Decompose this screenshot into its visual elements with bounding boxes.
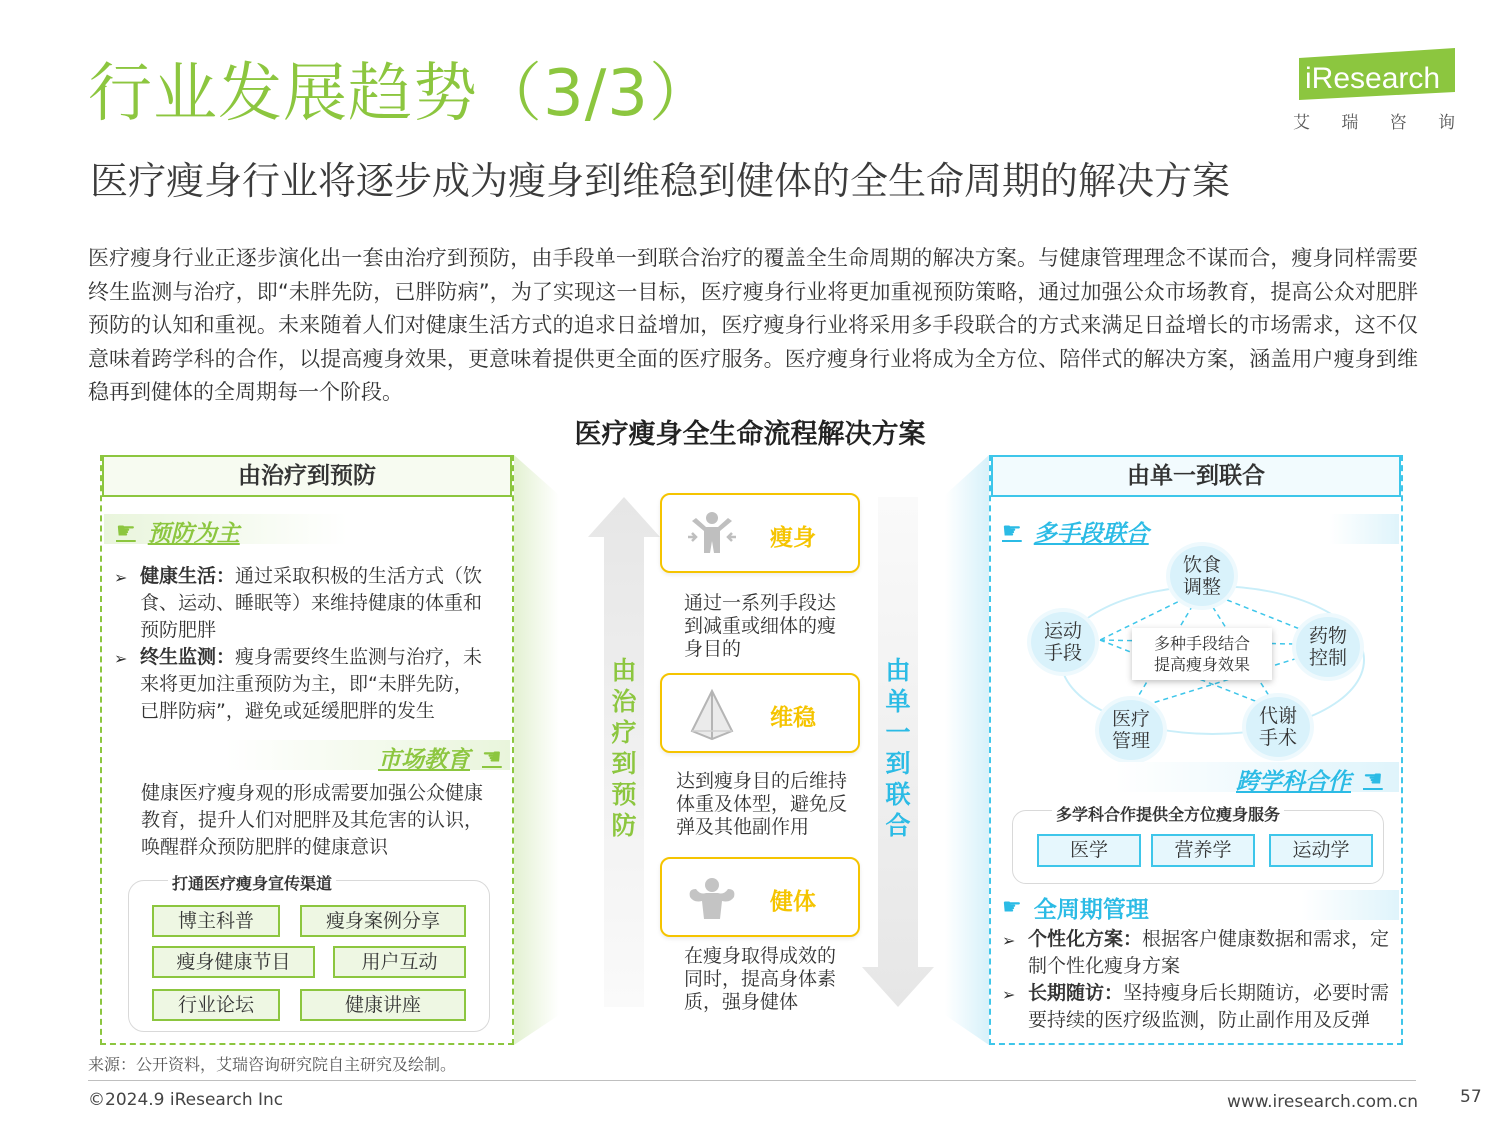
page-subtitle: 医疗瘦身行业将逐步成为瘦身到维稳到健体的全生命周期的解决方案 xyxy=(90,159,1231,203)
diagram-title: 医疗瘦身全生命流程解决方案 xyxy=(574,419,926,450)
stage-desc-fitness: 在瘦身取得成效的 同时，提高身体素 质，强身健体 xyxy=(684,945,837,1013)
right-sec3-band xyxy=(1260,890,1399,920)
logo-cn-text: 艾 瑞 咨 询 xyxy=(1293,113,1455,133)
method-node-exercise: 运动 手段 xyxy=(1031,612,1095,672)
footer-divider xyxy=(88,1080,1416,1081)
discipline-chip: 营养学 xyxy=(1151,834,1255,867)
person-reach-icon xyxy=(684,507,740,563)
muscle-icon xyxy=(684,871,740,927)
pointing-hand-icon: ☚ xyxy=(482,745,502,770)
channel-title: 打通医疗瘦身宣传渠道 xyxy=(168,871,336,894)
copyright: ©2024.9 iResearch Inc xyxy=(88,1090,284,1110)
discipline-chip: 医学 xyxy=(1037,834,1141,867)
right-bullets xyxy=(1002,926,1394,1034)
right-sec1-band xyxy=(1300,514,1399,544)
pointing-hand-icon: ☛ xyxy=(1002,895,1022,920)
pointing-hand-icon: ☛ xyxy=(1002,519,1022,544)
bullet-followup: ➢ 长期随访：坚持瘦身后长期随访，必要时需 要持续的医疗级监测，防止副作用及反弹 xyxy=(1002,980,1394,1034)
stage-label: 瘦身 xyxy=(770,525,816,551)
arrow-bullet-icon: ➢ xyxy=(1002,985,1016,1004)
page-title: 行业发展趋势（3/3） xyxy=(88,57,714,131)
intro-paragraph: 医疗瘦身行业正逐步演化出一套由治疗到预防，由手段单一到联合治疗的覆盖全生命周期的解决方案。与健康管理理念不谋而合，瘦身同样需要终生监测与治疗，即“未胖先防，已胖防病”，为了实现这一目标，医疗瘦身行业将更加重视预防策略，通过加强公众市场教育，提高公众对肥胖预防的认知和重视。未来随着人们对健康生活方式的追求日益增加，医疗瘦身行业将采用多手段联合的方式来满足日益增长的市场需求，这不仅意味着跨学科的合作，以提高瘦身效果，更意味着提供更全面的医疗服务。医疗瘦身行业将成为全方位、陪伴式的解决方案，涵盖用户瘦身到维稳再到健体的全周期每一个阶段。 xyxy=(88,246,1418,404)
discipline-title: 多学科合作提供全方位瘦身服务 xyxy=(1052,802,1284,825)
left-sec2-heading: 市场教育 ☚ xyxy=(378,745,502,773)
left-arrow-label: 由 治 疗 到 预 防 xyxy=(611,656,637,840)
channel-chip: 用户互动 xyxy=(333,946,466,978)
stage-card-fitness xyxy=(660,857,860,937)
left-bullets xyxy=(114,563,494,725)
left-panel-header: 由治疗到预防 xyxy=(102,455,512,497)
source-note: 来源：公开资料，艾瑞咨询研究院自主研究及绘制。 xyxy=(88,1055,457,1074)
arrow-bullet-icon: ➢ xyxy=(114,649,128,668)
left-shade xyxy=(514,455,594,1045)
stage-card-stabilize xyxy=(660,673,860,753)
page-number: 57 xyxy=(1460,1087,1482,1107)
method-node-surgery: 代谢 手术 xyxy=(1246,697,1310,757)
right-arrow-label: 由 单 一 到 联 合 xyxy=(885,656,911,840)
channel-chip: 瘦身案例分享 xyxy=(300,905,466,937)
left-sec1-heading: ☛ 预防为主 xyxy=(116,519,240,547)
stage-label: 维稳 xyxy=(770,705,816,731)
right-panel-header: 由单一到联合 xyxy=(991,455,1401,497)
method-center-box: 多种手段结合 提高瘦身效果 xyxy=(1132,628,1272,680)
bullet-healthy-life: ➢ 健康生活：通过采取积极的生活方式（饮 食、运动、睡眠等）来维持健康的体重和 预防肥胖 xyxy=(114,563,494,644)
arrow-bullet-icon: ➢ xyxy=(1002,931,1016,950)
stage-desc-stabilize: 达到瘦身目的后维持 体重及体型，避免反 弹及其他副作用 xyxy=(676,770,848,838)
right-sec3-heading: ☛ 全周期管理 xyxy=(1002,895,1149,923)
pointing-hand-icon: ☛ xyxy=(116,519,136,544)
svg-text:iResearch: iResearch xyxy=(1305,62,1441,95)
pointing-hand-icon: ☚ xyxy=(1363,767,1383,792)
left-education-paragraph: 健康医疗瘦身观的形成需要加强公众健康 教育，提升人们对肥胖及其危害的认识， 唤醒群众预防肥胖的健康意识 xyxy=(141,782,484,858)
stage-label: 健体 xyxy=(770,889,816,915)
website-link[interactable]: www.iresearch.com.cn xyxy=(1227,1092,1419,1112)
bullet-personalized: ➢ 个性化方案：根据客户健康数据和需求，定 制个性化瘦身方案 xyxy=(1002,926,1394,980)
discipline-chip: 运动学 xyxy=(1269,834,1373,867)
right-sec1-heading: ☛ 多手段联合 xyxy=(1002,519,1149,547)
channel-chip: 瘦身健康节目 xyxy=(152,946,315,978)
right-sec2-heading: 跨学科合作 ☚ xyxy=(1236,767,1383,795)
stage-card-slim xyxy=(660,493,860,573)
arrow-bullet-icon: ➢ xyxy=(114,568,128,587)
stage-desc-slim: 通过一系列手段达 到减重或细体的瘦 身目的 xyxy=(684,592,837,660)
method-node-drug: 药物 控制 xyxy=(1296,617,1360,677)
bullet-lifelong-monitor: ➢ 终生监测：瘦身需要终生监测与治疗，未 来将更加注重预防为主，即“未胖先防， 已胖防病”，避免或延缓肥胖的发生 xyxy=(114,644,494,725)
pyramid-icon xyxy=(684,687,740,743)
iresearch-logo xyxy=(1293,48,1455,104)
method-node-medical: 医疗 管理 xyxy=(1099,700,1163,760)
channel-chip: 行业论坛 xyxy=(152,989,280,1021)
method-node-diet: 饮食 调整 xyxy=(1170,546,1234,606)
channel-chip: 博主科普 xyxy=(152,905,280,937)
channel-chip: 健康讲座 xyxy=(300,989,466,1021)
